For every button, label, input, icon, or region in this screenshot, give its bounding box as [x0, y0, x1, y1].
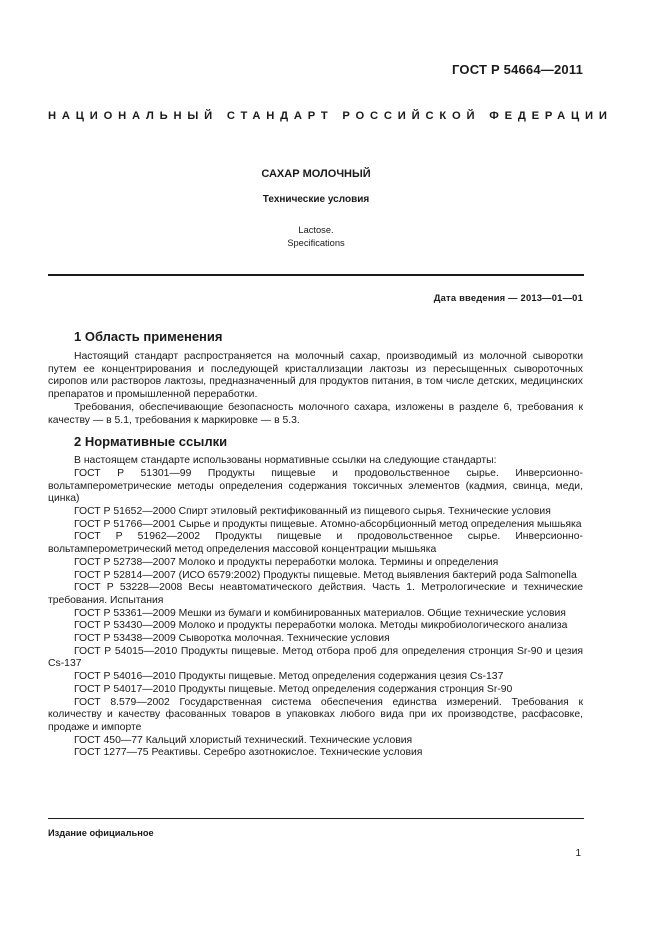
- reference-item: ГОСТ Р 54016—2010 Продукты пищевые. Метод определения содержания цезия Cs-137: [74, 671, 504, 683]
- section-1-paragraph: Требования, обеспечивающие безопасность молочного сахара, изложены в разделе 6, требования к качеству — в 5.1, требования к маркировке — в 5.3.: [48, 401, 583, 426]
- english-title: [48, 224, 584, 250]
- section-1-paragraph: Настоящий стандарт распространяется на молочный сахар, производимый из молочной сыворотки путем ее концентрирования и последующей кристаллизации лактозы из пересыщенных сывороточных сиропов или растворов лактозы, предназначенный для продуктов питания, в том числе детских, медицинских препаратов и промышленной переработки.: [48, 351, 583, 401]
- reference-item: ГОСТ Р 51962—2002 Продукты пищевые и продовольственное сырье. Инверсионно-вольтамперометрический метод определения массовой концентрации мышьяка: [48, 531, 583, 556]
- english-title-line-2: Specifications: [287, 238, 345, 248]
- reference-item: ГОСТ Р 51301—99 Продукты пищевые и продовольственное сырье. Инверсионно-вольтамперометрические методы определения содержания токсичных элементов (кадмия, свинца, меди, цинка): [48, 467, 583, 505]
- page-number: 1: [575, 848, 581, 859]
- national-standard-banner: НАЦИОНАЛЬНЫЙ СТАНДАРТ РОССИЙСКОЙ ФЕДЕРАЦИИ: [48, 110, 613, 122]
- section-2-heading: 2 Нормативные ссылки: [74, 434, 228, 450]
- section-1-heading: 1 Область применения: [74, 329, 223, 344]
- document-body: [48, 328, 583, 760]
- reference-item: ГОСТ Р 52814—2007 (ИСО 6579:2002) Продукты пищевые. Метод выявления бактерий рода Salmonella: [74, 569, 577, 581]
- reference-item: ГОСТ Р 53430—2009 Молоко и продукты переработки молока. Методы микробиологического анализа: [74, 620, 568, 632]
- reference-item: ГОСТ Р 54015—2010 Продукты пищевые. Метод отбора проб для определения стронция Sr-90 и цезия Cs-137: [48, 645, 583, 670]
- section-2-intro: В настоящем стандарте использованы нормативные ссылки на следующие стандарты:: [74, 455, 497, 467]
- reference-item: ГОСТ Р 52738—2007 Молоко и продукты переработки молока. Термины и определения: [74, 556, 499, 568]
- normative-references-list: [48, 468, 583, 760]
- reference-item: ГОСТ Р 53438—2009 Сыворотка молочная. Технические условия: [74, 633, 390, 645]
- introduction-date: Дата введения — 2013—01—01: [433, 292, 583, 303]
- official-edition-label: Издание официальное: [48, 828, 154, 838]
- reference-item: ГОСТ 1277—75 Реактивы. Серебро азотнокислое. Технические условия: [74, 747, 423, 759]
- document-code: ГОСТ Р 54664—2011: [452, 62, 583, 77]
- title-divider: [48, 274, 584, 276]
- reference-item: ГОСТ Р 53228—2008 Весы неавтоматического действия. Часть 1. Метрологические и технические требования. Испытания: [48, 582, 583, 606]
- reference-item: ГОСТ Р 53361—2009 Мешки из бумаги и комбинированных материалов. Общие технические условия: [74, 607, 566, 619]
- reference-item: ГОСТ Р 54017—2010 Продукты пищевые. Метод определения содержания стронция Sr-90: [74, 683, 513, 695]
- document-title: САХАР МОЛОЧНЫЙ: [261, 168, 371, 180]
- reference-item: ГОСТ Р 51652—2000 Спирт этиловый ректификованный из пищевого сырья. Технические условия: [74, 506, 551, 518]
- reference-item: ГОСТ 450—77 Кальций хлористый технический. Технические условия: [74, 734, 413, 746]
- english-title-line-1: Lactose.: [298, 225, 334, 235]
- document-subtitle: Технические условия: [262, 194, 370, 205]
- footer-divider: [48, 818, 584, 819]
- reference-item: ГОСТ 8.579—2002 Государственная система обеспечения единства измерений. Требования к количеству и качеству фасованных товаров в упаковках любого вида при их производстве, расфасовке, продаже и импорте: [48, 696, 583, 733]
- reference-item: ГОСТ Р 51766—2001 Сырье и продукты пищевые. Атомно-абсорбционный метод определения мышьяка: [74, 518, 582, 530]
